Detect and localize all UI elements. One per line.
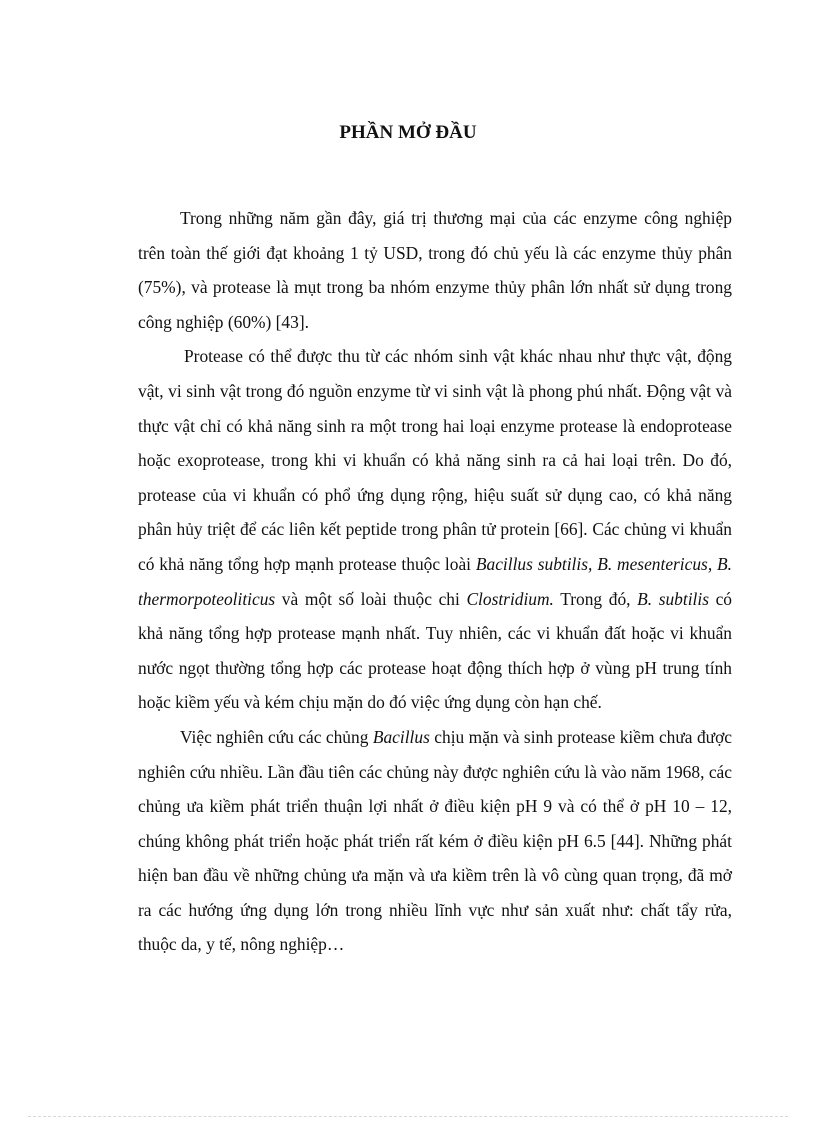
paragraph-3-segment-1: Việc nghiên cứu các chủng xyxy=(180,726,373,747)
body-text xyxy=(138,201,732,962)
paragraph-3-segment-3: chịu mặn và sinh protease kiềm chưa được nghiên cứu nhiều. Lần đầu tiên các chủng này được nghiên cứu là vào năm 1968, các chủng ưa kiềm phát triển thuận lợi nhất ở điều kiện pH 9 và có thể ở pH 10 – 12, chúng không phát triển hoặc phát triển rất kém ở điều kiện pH 6.5 [44]. Những phát hiện ban đầu về những chủng ưa mặn và ưa kiềm trên là vô cùng quan trọng, đã mở ra các hướng ứng dụng lớn trong nhiều lĩnh vực như sản xuất như: chất tẩy rửa, thuộc da, y tế, nông nghiệp… xyxy=(138,726,732,955)
page-bottom-divider xyxy=(28,1116,788,1117)
species-b-subtilis: B. subtilis xyxy=(637,588,709,609)
paragraph-1-segment-1: Trong những năm gần đây, giá trị thương mại của các enzyme công nghiệp trên toàn thế giới đạt khoảng 1 tỷ USD, trong đó chủ yếu là các enzyme thủy phân (75%), và protease là mụt trong ba nhóm enzyme thủy phân lớn nhất sử dụng trong công nghiệp (60%) [43]. xyxy=(138,208,732,332)
genus-clostridium: Clostridium. xyxy=(466,588,554,609)
paragraph-2-segment-1: Protease có thể được thu từ các nhóm sinh vật khác nhau như thực vật, động vật, vi sinh vật trong đó nguồn enzyme từ vi sinh vật là phong phú nhất. Động vật và thực vật chỉ có khả năng sinh ra một trong hai loại enzyme protease là endoprotease hoặc exoprotease, trong khi vi khuẩn có khả năng sinh ra cả hai loại trên. Do đó, protease của vi khuẩn có phổ ứng dụng rộng, hiệu suất sử dụng cao, có khả năng phân hủy triệt để các liên kết peptide trong phân tử protein [66]. Các chủng vi khuẩn có khả năng tổng hợp mạnh protease thuộc loài xyxy=(138,346,732,574)
paragraph-2-segment-7: có khả năng tổng hợp protease mạnh nhất. Tuy nhiên, các vi khuẩn đất hoặc vi khuẩn nước ngọt thường tổng hợp các protease hoạt động thích hợp ở vùng pH trung tính hoặc kiềm yếu và kém chịu mặn do đó việc ứng dụng còn hạn chế. xyxy=(138,588,733,713)
paragraph-2 xyxy=(138,339,732,720)
paragraph-1 xyxy=(138,201,732,339)
species-names: Bacillus subtilis, B. mesentericus, B. thermorpoteoliticus xyxy=(138,553,732,609)
section-heading: PHẦN MỞ ĐẦU xyxy=(339,122,477,143)
paragraph-2-segment-3: và một số loài thuộc chi xyxy=(275,588,467,609)
genus-bacillus: Bacillus xyxy=(372,726,430,747)
paragraph-3 xyxy=(138,720,732,962)
paragraph-2-segment-5: Trong đó, xyxy=(553,588,638,609)
